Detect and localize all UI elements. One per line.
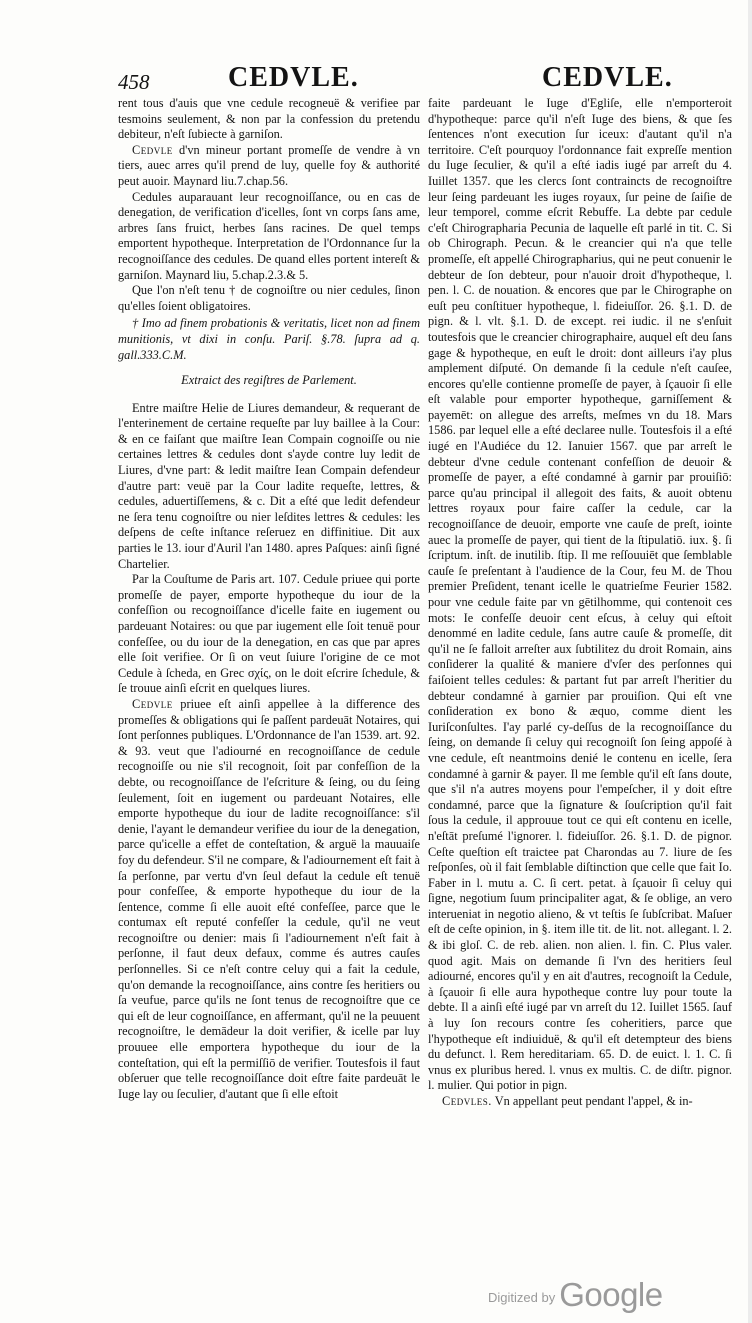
running-title-right: CEDVLE. (542, 62, 673, 93)
page-edge (748, 0, 752, 1323)
note-text: † Imo ad finem probationis & veritatis, licet non ad finem munitionis, vt dixi in conſu. Pariſ. §.78. ſupra ad q. gall.333.C.M. (118, 316, 420, 362)
digitized-watermark (488, 1276, 663, 1314)
paragraph-continuation: faite pardeuant le Iuge d'Egliſe, elle n'emporteroit d'hypotheque: parce qu'il n'eſt Iuge des biens, & que ſes ſentences n'ont execution ſur iceux: d'autant qu'il n'a territoire. C'eſt pourquoy l'ordonnance fait expreſſe mention du Iuge ſeculier, & qu'il a eſté iadis iugé par arreſt du 4. Iuillet 1357. que les clercs ſont contraincts de recognoiſtre leur ſeing pardeuant les iuges royaux, ſur peine de ſaiſie de leur temporel, comme eſcrit Rebuffe. La debte par cedule c'eſt Chirographaria Pecunia de laquelle eſt parlé in tit. C. Si ob Chirograph. Pecun. & le creancier qui n'a que telle promeſſe, eſt appellé Chirographarius, qui ne peut conuenir le debteur de ſon debteur, pour n'auoir droit d'hypotheque, l. pen. l. C. de nouation. & encores que par le Chirographe on euſt peu conſtituer hypotheque, l. fideiuſſor. 26. §.1. D. de pign. & l. vlt. §.1. D. de except. rei iudic. il ne s'enſuit toutesfois que le creancier chirographaire, auquel eſt deu ſans gage & hypotheque, en euſt le droit: dont ailleurs i'ay plus amplement diſputé. On demande ſi la cedule n'eſt cauſee, encores qu'elle contienne promeſſe de payer, à ſçauoir ſi elle eſt valable pour emporter hypotheque, garniſſement & payemēt: on allegue des arreſts, meſmes vn du 18. Mars 1586. par lequel elle a eſté declaree nulle. Toutesfois il a eſté iugé en l'Audiéce du 12. Ianuier 1567. que par arreſt le debteur d'vne cedule contenant confeſſion de deuoir & promeſſe de payer, a eſté condamné à garnir par prouiſiō: parce qu'au principal il allegoit des faits, & auoit obtenu lettres royaux pour faire caſſer la cedule, car la recognoiſſance de deuoir, emporte vne cauſe de preſt, iointe auec la promeſſe de payer, qui tient de la ſtipulatiō. iux. §. ſi ſcriptum. inſt. de inutilib. ſtip. Il me reſſouuiēt que ſemblable cauſe ſe preſentant à l'audience de la Cour, feu M. de Thou premier Preſident, tenant icelle le quatrieſme Feurier 1582. pour vne cedule faite par vn gētilhomme, qui contenoit ces mots: Ie confeſſe deuoir cent eſcus, à celuy qui eſtoit denommé en ladite cedule, ſans autre cauſe & promeſſe, dit qu'il ne ſe falloit arreſter aux ſubtilitez du droit Romain, ains conſiderer la qualité & maniere d'vſer des perſonnes qui faiſoient telles cedules: & partant fut par arreſt l'heritier du debteur condamné à garnier par prouiſion. Qui eſt vne conſideration ex bono & æquo, comme dient les Iuriſconſultes. I'ay parlé cy-deſſus de la recognoiſſance du ſeing, on demande ſi celuy qui recognoiſt ſon ſeing appoſé à vne cedule, eſt neantmoins denié le contenu en icelle, ſera condamné à garnir & payer. Il me ſemble qu'il eſt ſans doute, que s'il n'a autres moyens pour l'empeſcher, il y doit eſtre condamné, parce que la ſignature & ſouſcription qu'il fait ſous la cedule, il approuue tout ce qui eſt contenu en icelle, n'eſtāt preſumé l'ignorer. l. fideiuſſor. 26. §.1. D. de pignor. Ceſte queſtion eſt traictee pat Charondas au 7. liure de ſes reſponſes, où il fait ſemblable diſtinction que celle que fait Io. Faber in l. mutu a. C. ſi cert. petat. à ſçauoir ſi celuy qui ſigne, negotium ſuum principaliter agat, & ſe oblige, an vero interueniat in negotio alieno, & vt teſtis ſe ſubſcribat. Maſuer eſt de ceſte opinion, in §. item ille tit. de lit. not. allegant. l. 2. & ibi gloſ. C. de reb. alien. non alien. l. fin. C. Plus valer. quod agit. Mais on demande ſi l'vn des heritiers ſeul adiourné, encores qu'il y en ait d'autres, recognoiſt la Cedule, à ſçauoir ſi elle aura hypotheque contre luy pour toute la debte. Il a ainſi eſté iugé par vn arreſt du 12. Iuillet 1565. ſauf à luy ſon recours contre ſes coheritiers, parce que l'hypotheque eſt indiuiduë, & qu'il eſt detempteur des biens du defunct. l. Rem hereditariam. 65. D. de euict. l. 1. C. ſi vnus ex pluribus hered. l. vnus ex multis. C. de diſtr. pignor. l. mulier. Qui potior in pign. (428, 96, 732, 1093)
running-title-left: CEDVLE. (228, 62, 359, 93)
right-column (428, 96, 732, 1110)
paragraph-mineur (118, 143, 420, 190)
paragraph-text: priuee eſt ainſi appellee à la difference des promeſſes & obligations qui ſe paſſent pardeuāt Notaires, qui ſont perſonnes publiques. L'Ordonnance de l'an 1539. art. 92. & 93. veut que l'adiourné en recognoiſſance de cedule recognoiſſe ou nie s'il recognoit, ſoit par confeſſion de la debte, ou recognoiſſance de l'eſcriture & ſeing, ou du ſeing ſeulement, ſoit en iugement ou pardeuant Notaires, elle emporte hypotheque du iour de ladite recognoiſſance: s'il denie, l'ayant le demandeur verifiee du iour de la denegation, parce qu'icelle a effet de conteſtation, & arguë la mauuaiſe foy du defendeur. S'il ne compare, & l'adiournement eſt fait à ſa perſonne, par vertu d'vn ſeul defaut la cedule eſt tenuë pour confeſſee, & emporte hypotheque du iour de la ſentence, comme ſi elle auoit eſté confeſſee, parce que le contumax eſt reputé confeſſer la cedule, qu'il ne veut recognoiſtre ou denier: mais ſi l'adiournement n'eſt fait à perſonne, il faut deux defaux, comme és autres cauſes perſonnelles. Si ce n'eſt contre celuy qui a fait la cedule, qu'on demande la recognoiſſance, ains contre ſes heritiers ou ſa veufue, parce qu'ils ne ſont tenus de recognoiſtre que ce qui eſt de leur cognoiſſance, en affermant, qu'il ne la peuuent recognoiſtre, le demādeur la doit verifier, & icelle par luy prouuee elle emportera hypotheque du iour de la conteſtation, qui eſt la permiſſiō de verifier. Toutesfois il faut obſeruer que telle recognoiſſance doit eſtre faite pardeuāt le Iuge lay ou ſeculier, d'autant que ſi elle eſtoit (118, 696, 420, 1101)
google-logo: Google (559, 1276, 663, 1313)
marginal-note (118, 316, 420, 363)
digitized-by-text: Digitized by (488, 1290, 556, 1305)
entry-lead: Cedvle (132, 142, 173, 157)
page-number: 458 (118, 70, 150, 94)
paragraph-text: d'vn mineur portant promeſſe de vendre à vn tiers, auec arres qu'il prend de luy, quelle foy & authorité peut auoir. Maynard liu.7.chap.56. (118, 142, 420, 188)
paragraph-priuee (118, 697, 420, 1102)
paragraph-continuation: rent tous d'auis que vne cedule recogneuë & verifiee par tesmoins seulement, & non par la confession du pretendu debiteur, n'eſt ſubiecte à garniſon. (118, 96, 420, 142)
paragraph-obligatoires: Que l'on n'eſt tenu † de cognoiſtre ou nier cedules, ſinon qu'elles ſoient obligatoires. (118, 283, 420, 313)
entry-lead: Cedvles. (442, 1094, 492, 1108)
entry-lead: Cedvle (132, 696, 173, 711)
paragraph-auparauant: Cedules auparauant leur recognoiſſance, ou en cas de denegation, de verification d'icelles, ſont vn corps ſans ame, arbres ſans fruict, herbes ſans racines. De quel temps emportent hypotheque. Interpretation de l'Ordonnance ſur la recognoiſſance des cedules. De quand elles portent intereſt & garniſon. Maynard liu, 5.chap.2.3.& 5. (118, 189, 420, 282)
section-title-text: Extraict des regiſtres de Parlement. (181, 373, 357, 388)
section-title (118, 373, 420, 389)
paragraph-appellant (428, 1094, 732, 1110)
paragraph-coustume: Par la Couſtume de Paris art. 107. Cedule priuee qui porte promeſſe de payer, emporte hypotheque du iour de la confeſſion ou recognoiſſance d'icelle faite en iugement ou pardeuant Notaires: ou que par iugement elle ſoit tenuë pour confeſſee, ou du iour de la denegation, en cas que par apres elle ſoit verifiee. Or ſi on veut ſuiure l'origine de ce mot Cedule à ſcheda, en Grec σχίς, on le doit eſcrire ſchedule, & ſe trouue ainſi eſcrit en quelques liures. (118, 572, 420, 696)
paragraph-text: Vn appellant peut pendant l'appel, & in- (494, 1094, 693, 1108)
paragraph-arret: Entre maiſtre Helie de Liures demandeur, & requerant de l'enterinement de certaine requeſte par luy baillee à la Cour: & en ce faiſant que maiſtre Iean Compain cognoiſſe ou nie certaines lettres & cedules dont s'ayde contre luy ledit de Liures, d'vne part: & ledit maiſtre Iean Compain defendeur d'autre part: veuë par la Cour ladite requeſte, lettres, & cedules, aduertiſſemens, & c. Dit a eſté que ledit defendeur ne ſera tenu cognoiſtre ou nier leſdites lettres & cedules: les deſpens de ceſte inſtance reſeruez en diffinitiue. Dit aux parties le 13. iour d'Auril l'an 1480. apres Paſques: ainſi ſigné Chartelier. (118, 400, 421, 571)
left-column (118, 96, 420, 1102)
